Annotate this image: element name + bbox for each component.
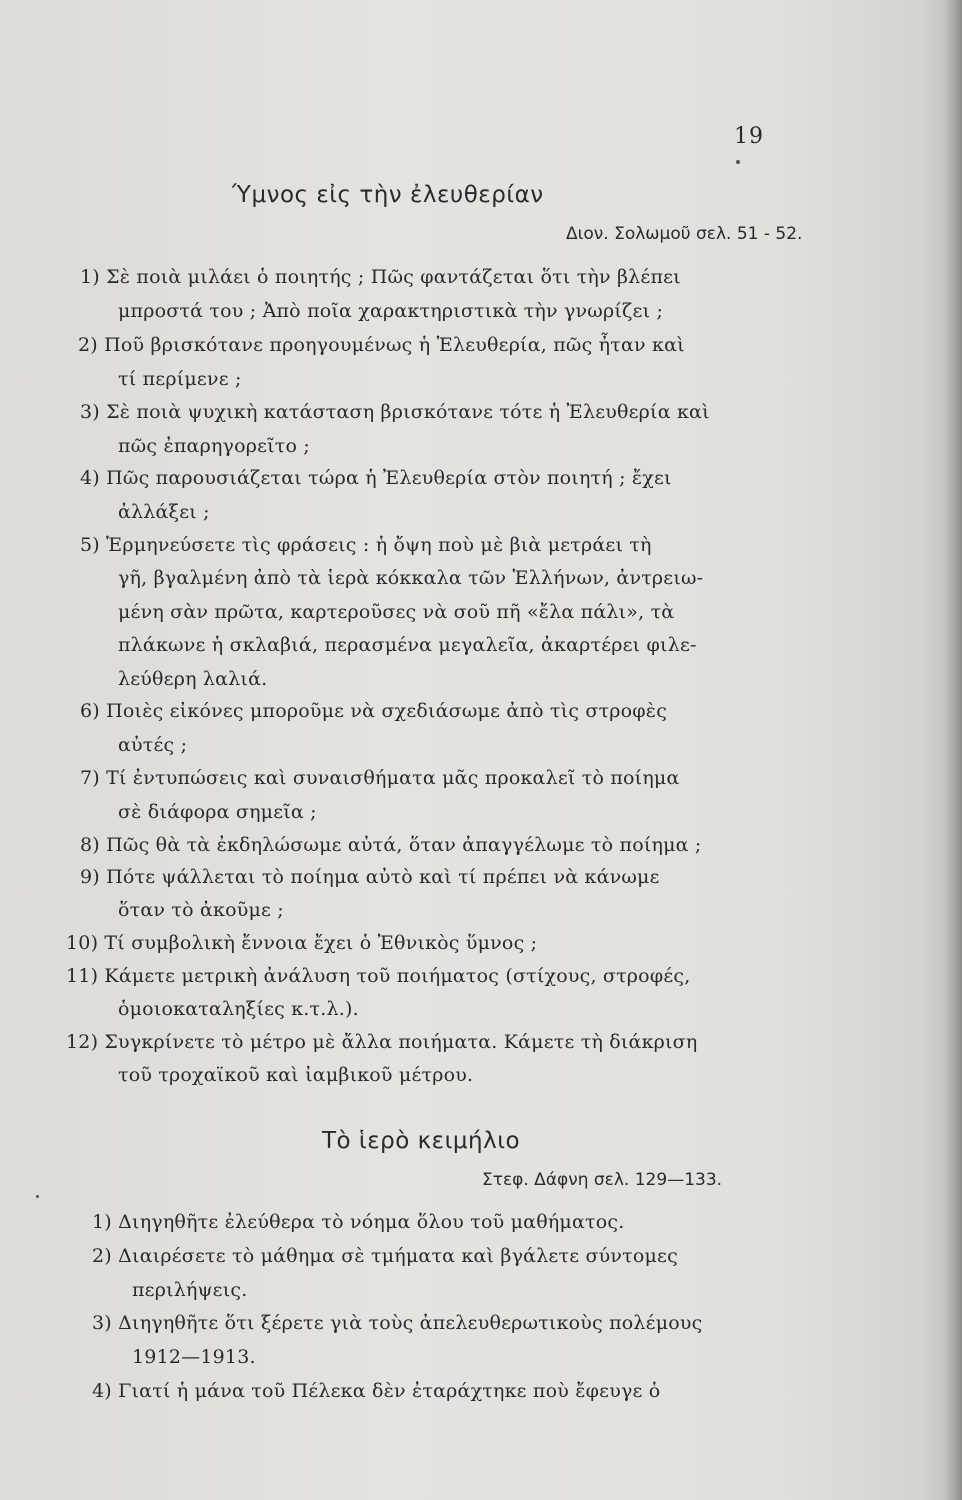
question-line: μένη σὰν πρῶτα, καρτεροῦσες νὰ σοῦ πῆ «ἔλα πάλι», τὰ (118, 601, 675, 623)
question-line: γῆ, βγαλμένη ἀπὸ τὰ ἱερὰ κόκκαλα τῶν Ἑλλήνων, ἀντρειω- (118, 567, 704, 589)
source-reference-heirloom: Στεφ. Δάφνη σελ. 129—133. (482, 1170, 723, 1190)
question-line: ὅταν τὸ ἀκοῦμε ; (118, 899, 284, 921)
question-line: 8) Πῶς θὰ τὰ ἐκδηλώσωμε αὐτά, ὅταν ἀπαγγέλωμε τὸ ποίημα ; (80, 834, 702, 856)
question-line: αὐτές ; (118, 734, 188, 756)
question-line: 10) Τί συμβολικὴ ἔννοια ἔχει ὁ Ἐθνικὸς ὕμνος ; (66, 932, 538, 954)
question-line: μπροστά του ; Ἀπὸ ποῖα χαρακτηριστικὰ τὴν γνωρίζει ; (118, 300, 664, 322)
print-speck (736, 160, 740, 164)
question-line: 6) Ποιὲς εἰκόνες μποροῦμε νὰ σχεδιάσωμε ἀπὸ τὶς στροφὲς (80, 700, 668, 722)
question-line: 1) Διηγηθῆτε ἐλεύθερα τὸ νόημα ὅλου τοῦ μαθήματος. (92, 1211, 625, 1233)
question-line: 1) Σὲ ποιὰ μιλάει ὁ ποιητής ; Πῶς φαντάζεται ὅτι τὴν βλέπει (80, 266, 681, 288)
section-title-hymn: Ύμνος εἰς τὴν ἐλευθερίαν (232, 182, 544, 208)
question-line: 3) Διηγηθῆτε ὅτι ξέρετε γιὰ τοὺς ἀπελευθερωτικοὺς πολέμους (92, 1312, 703, 1334)
question-line: 4) Γιατί ἡ μάνα τοῦ Πέλεκα δὲν ἐταράχτηκε ποὺ ἔφευγε ὁ (92, 1380, 661, 1402)
section-title-heirloom: Τὸ ἱερὸ κειμήλιο (322, 1128, 521, 1154)
question-line: λεύθερη λαλιά. (118, 668, 268, 690)
question-line: 3) Σὲ ποιὰ ψυχικὴ κατάσταση βρισκότανε τότε ἡ Ἐλευθερία καὶ (80, 401, 710, 423)
question-line: 11) Κάμετε μετρικὴ ἀνάλυση τοῦ ποιήματος (στίχους, στροφές, (66, 965, 691, 987)
question-line: ἀλλάξει ; (118, 501, 210, 523)
question-line: σὲ διάφορα σημεῖα ; (118, 801, 317, 823)
question-line: περιλήψεις. (132, 1279, 248, 1301)
question-line: τοῦ τροχαϊκοῦ καὶ ἰαμβικοῦ μέτρου. (118, 1064, 474, 1086)
question-line: 1912—1913. (132, 1346, 256, 1368)
print-speck (36, 1195, 39, 1198)
question-line: 5) Ἑρμηνεύσετε τὶς φράσεις : ἡ ὄψη ποὺ μὲ βιὰ μετράει τὴ (80, 534, 652, 556)
question-line: τί περίμενε ; (118, 368, 242, 390)
page-number: 19 (734, 124, 764, 149)
source-reference-hymn: Διον. Σολωμοῦ σελ. 51 - 52. (566, 224, 803, 244)
question-line: 4) Πῶς παρουσιάζεται τώρα ἡ Ἐλευθερία στὸν ποιητή ; ἔχει (80, 467, 672, 489)
question-line: πλάκωνε ἡ σκλαβιά, περασμένα μεγαλεῖα, ἀκαρτέρει φιλε- (118, 634, 697, 656)
question-line: 9) Πότε ψάλλεται τὸ ποίημα αὐτὸ καὶ τί πρέπει νὰ κάνωμε (80, 866, 660, 888)
question-line: πῶς ἐπαρηγορεῖτο ; (118, 435, 310, 457)
question-line: 2) Ποῦ βρισκότανε προηγουμένως ἡ Ἐλευθερία, πῶς ἦταν καὶ (78, 334, 685, 356)
question-line: 7) Τί ἐντυπώσεις καὶ συναισθήματα μᾶς προκαλεῖ τὸ ποίημα (80, 767, 680, 789)
page-binding-shadow (944, 0, 962, 1500)
question-line: 12) Συγκρίνετε τὸ μέτρο μὲ ἄλλα ποιήματα. Κάμετε τὴ διάκριση (66, 1031, 698, 1053)
question-line: ὁμοιοκαταληξίες κ.τ.λ.). (118, 998, 359, 1020)
question-line: 2) Διαιρέσετε τὸ μάθημα σὲ τμήματα καὶ βγάλετε σύντομες (92, 1245, 678, 1267)
